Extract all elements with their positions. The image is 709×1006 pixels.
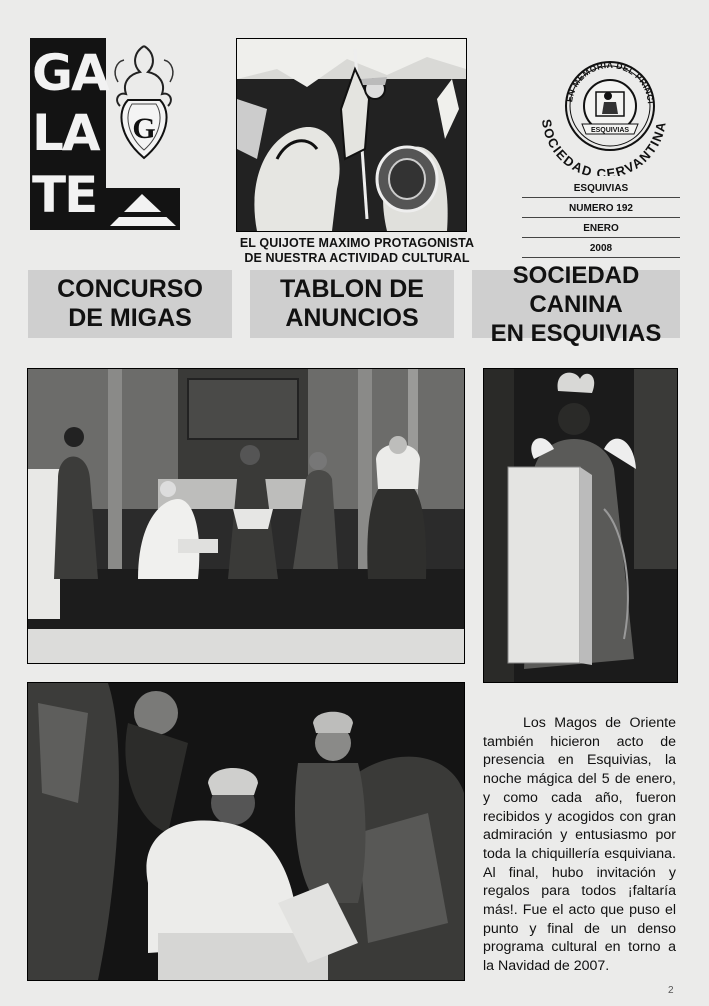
photo-church-nativity — [27, 368, 465, 664]
photo-night-kings — [27, 682, 465, 981]
headline-sociedad-canina[interactable] — [472, 261, 680, 347]
photo-king-at-lectern — [483, 368, 678, 683]
headline-1-line-2: DE MIGAS — [68, 304, 192, 332]
seal-band-text: ESQUIVIAS — [590, 127, 630, 134]
headline-tablon-de-anuncios[interactable] — [250, 270, 454, 338]
issue-month: ENERO — [522, 221, 680, 238]
top-caption-line-2: DE NUESTRA ACTIVIDAD CULTURAL — [244, 251, 470, 265]
article-body: Los Magos de Oriente también hicieron acto de presencia en Esquivias, la noche mágica del 5 de enero, y como cada año, fueron recibidos y acogidos con gran admiración y entusiasmo por toda la chiquillería esquiviana. Al final, hubo invitación y regalos para todos ¡faltaría más!. Fue el acto que puso el punto y final de un denso programa cultural en torno a la Navidad de 2007. — [483, 715, 676, 975]
issue-info — [522, 181, 680, 261]
crest-letter: G — [132, 112, 156, 145]
headline-2-line-2: ANUNCIOS — [285, 304, 419, 332]
crest-icon — [110, 42, 178, 162]
logo-line-2: LA — [32, 104, 99, 162]
logo-line-1: GA — [32, 44, 108, 102]
logo-triangle-a — [106, 188, 180, 230]
top-caption — [222, 236, 492, 266]
issue-town: ESQUIVIAS — [522, 181, 680, 198]
headline-3-line-2: EN ESQUIVIAS — [490, 319, 662, 347]
headline-3-line-1: SOCIEDAD CANINA — [512, 261, 640, 318]
seal-outer-text: SOCIEDAD CERVANTINA — [538, 118, 669, 176]
logo-last-letter: A — [143, 228, 144, 229]
logo-letter-block — [30, 38, 106, 230]
page-number: 2 — [668, 985, 674, 996]
issue-year: 2008 — [522, 241, 680, 258]
logo-line-3: TE — [32, 166, 97, 224]
top-caption-line-1: EL QUIJOTE MAXIMO PROTAGONISTA — [239, 236, 475, 250]
seal-inner-text: EN MEMORIA DEL PRINCI — [564, 59, 656, 105]
galatea-logo — [30, 38, 180, 230]
headline-1-line-1: CONCURSO — [57, 275, 203, 303]
headline-concurso-de-migas[interactable] — [28, 270, 232, 338]
headline-2-line-1: TABLON DE — [280, 275, 424, 303]
quixote-illustration — [236, 38, 467, 232]
sociedad-cervantina-seal — [520, 36, 686, 176]
issue-number: NUMERO 192 — [522, 201, 680, 218]
